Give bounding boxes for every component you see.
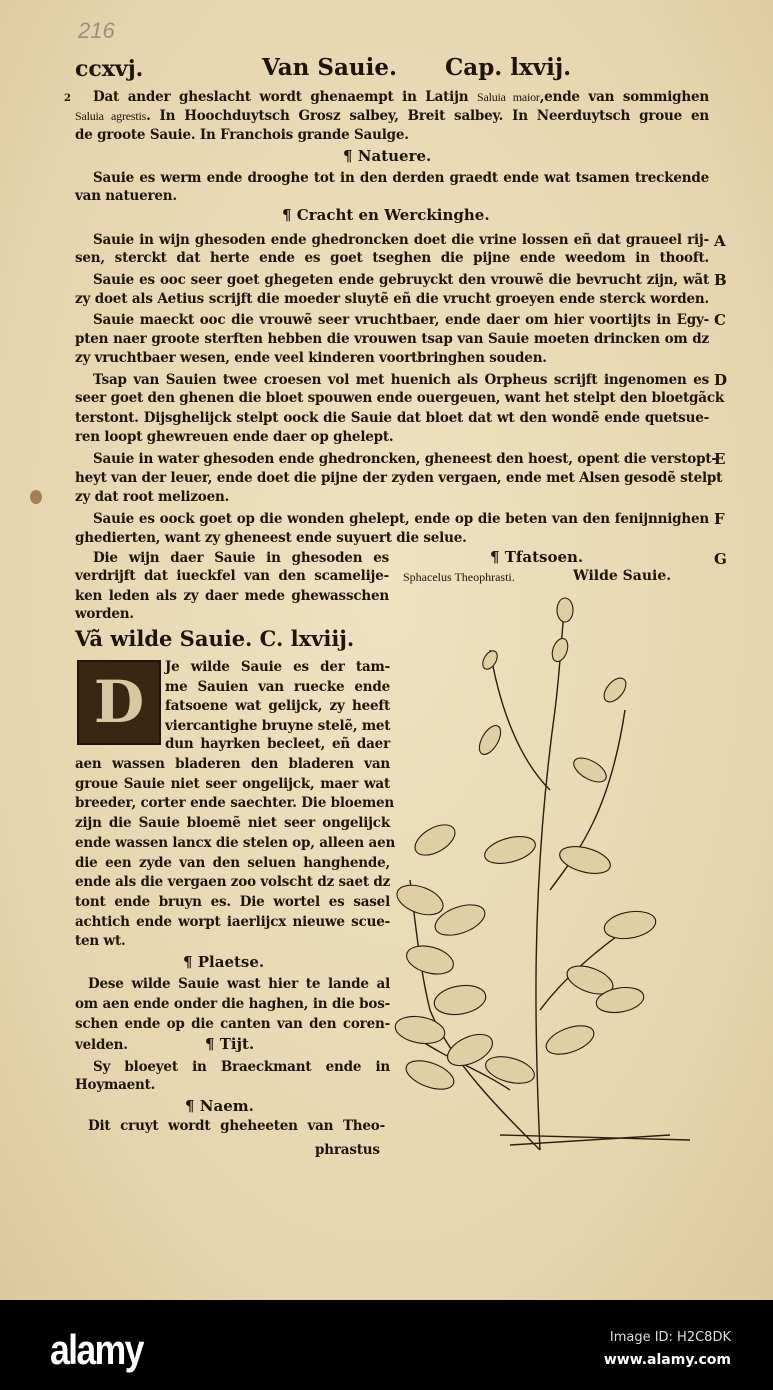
text-line: tont ende bruyn es. Die wortel es sasel	[75, 894, 390, 910]
margin-letter: B	[714, 271, 727, 289]
text-line: van natueren.	[75, 188, 177, 204]
text-line: sen, sterckt dat herte ende es goet tseghen die pijne ende weedom in thooft.	[75, 250, 709, 266]
text-line: Sauie es oock goet op die wonden ghelept, ende op die beten van den fenijnnighen	[93, 511, 709, 527]
text-line: fatsoene wat gelijck, zy heeft	[165, 698, 390, 714]
alamy-logo: alamy	[50, 1326, 143, 1373]
text-line: velden.	[75, 1037, 128, 1053]
text-line: breeder, corter ende saechter. Die bloemen	[75, 795, 395, 811]
folio-number: ccxvj.	[75, 56, 144, 82]
text-line: Sauie in water ghesoden ende ghedroncken, gheneest den hoest, opent die verstopt-	[93, 451, 717, 467]
section-heading-fatsoen: ¶ Tfatsoen.	[490, 548, 584, 566]
text-line: worden.	[75, 606, 134, 622]
text-line: Sauie maeckt ooc die vrouwẽ seer vruchtbaer, ende daer om hier voortijts in Egy-	[93, 312, 709, 328]
text-line: ten wt.	[75, 933, 126, 949]
text-line: pten naer groote sterften hebben die vrouwen tsap van Sauie moeten drincken om dz	[75, 331, 709, 347]
section-marker: 2	[64, 93, 71, 104]
section-heading-plaetse: ¶ Plaetse.	[183, 953, 265, 971]
common-name: Wilde Sauie.	[573, 568, 672, 584]
margin-letter: F	[714, 510, 725, 528]
text-line: zy dat root melizoen.	[75, 489, 230, 505]
text-line: die een zyde van den seluen hanghende,	[75, 855, 390, 871]
text-line: Dat ander gheslacht wordt ghenaempt in Latijn Saluia maior,ende van sommighen	[93, 89, 709, 105]
watermark-footer	[0, 1300, 773, 1390]
text-line: ren loopt ghewreuen ende daer op ghelept.	[75, 429, 394, 445]
text-line: seer goet den ghenen die bloet spouwen ende ouergeuen, want het stelpt den bloetgãck	[75, 390, 724, 406]
text-line: de groote Sauie. In Franchois grande Saulge.	[75, 127, 409, 143]
text-line: Sauie es ooc seer goet ghegeten ende gebruyckt den vrouwẽ die bevrucht zijn, wãt	[93, 272, 709, 288]
text-line: om aen ende onder die haghen, in die bos-	[75, 996, 390, 1012]
margin-letter: E	[714, 450, 726, 468]
text-line: Tsap van Sauien twee croesen vol met huenich als Orpheus scrijft ingenomen es	[93, 372, 709, 388]
section-heading-naem: ¶ Naem.	[185, 1097, 254, 1115]
latin-name: Sphacelus Theophrasti.	[403, 570, 515, 584]
text-line: schen ende op die canten van den coren-	[75, 1016, 390, 1032]
text-line: Sauie in wijn ghesoden ende ghedroncken doet die vrine lossen eñ dat graueel rij-	[93, 232, 709, 248]
text-line: Je wilde Sauie es der tam-	[165, 659, 390, 675]
text-line: groue Sauie niet seer ongelijck, maer wat	[75, 776, 390, 792]
text-line: zy vruchtbaer wesen, ende veel kinderen voortbringhen souden.	[75, 350, 547, 366]
text-line: me Sauien van ruecke ende	[165, 679, 390, 695]
text-line: Sauie es werm ende drooghe tot in den derden graedt ende wat tsamen treckende	[93, 170, 709, 186]
text-line: verdrijft dat iueckfel van den scamelije-	[75, 568, 389, 584]
text-line: heyt van der leuer, ende doet die pijne der zyden vergaen, ende met Alsen gesodẽ stelpt	[75, 470, 723, 486]
site-url: www.alamy.com	[603, 1352, 731, 1368]
text-line: terstont. Dijsghelijck stelpt oock die Sauie dat bloet dat wt den wondẽ ende quetsue-	[75, 410, 709, 426]
text-line: Saluia agrestis. In Hoochduytsch Grosz salbey, Breit salbey. In Neerduytsch groue en	[75, 108, 709, 124]
text-line: ken leden als zy daer mede ghewasschen	[75, 588, 389, 604]
text-line: Sy bloeyet in Braeckmant ende in	[93, 1059, 390, 1075]
section-heading-cracht: ¶ Cracht en Werckinghe.	[282, 206, 490, 224]
section-heading-natuere: ¶ Natuere.	[343, 147, 432, 165]
text-line: achtich ende worpt iaerlijcx nieuwe scue-	[75, 914, 390, 930]
text-line: Dese wilde Sauie wast hier te lande al	[88, 976, 390, 992]
margin-letter: G	[714, 550, 727, 568]
text-line: ende wassen lancx die stelen op, alleen aen	[75, 835, 396, 851]
pencil-page-number: 216	[78, 18, 115, 43]
text-line: ende als die vergaen zoo volscht dz saet dz	[75, 874, 391, 890]
wild-sage-illustration	[390, 590, 710, 1160]
text-line: zijn die Sauie bloemẽ niet seer ongelijck	[75, 815, 390, 831]
text-line: phrastus	[315, 1142, 380, 1158]
text-line: Die wijn daer Sauie in ghesoden es	[93, 550, 389, 566]
text-line: Dit cruyt wordt gheheeten van Theo-	[88, 1118, 385, 1134]
text-line: aen wassen bladeren den bladeren van	[75, 756, 390, 772]
margin-letter: C	[714, 311, 726, 329]
text-line: viercantighe bruyne stelẽ, met	[165, 718, 391, 734]
text-line: Hoymaent.	[75, 1077, 156, 1093]
text-line: zy doet als Aetius scrijft die moeder sluytẽ eñ die vrucht groeyen ende sterck worden.	[75, 291, 709, 307]
text-line: dun hayrken becleet, eñ daer	[165, 736, 390, 752]
chapter-number: Cap. lxvij.	[445, 54, 572, 81]
ink-stain	[30, 490, 42, 504]
margin-letter: A	[714, 232, 726, 250]
text-line: ghedierten, want zy gheneest ende suyuert die selue.	[75, 530, 467, 546]
chapter-heading-wilde-sauie: Vã wilde Sauie. C. lxviij.	[75, 626, 355, 651]
margin-letter: D	[714, 371, 728, 389]
section-heading-tijt: ¶ Tijt.	[205, 1035, 255, 1053]
decorated-initial: D	[77, 660, 161, 745]
image-id: Image ID: H2C8DK	[609, 1330, 731, 1345]
page-title: Van Sauie.	[262, 54, 397, 81]
